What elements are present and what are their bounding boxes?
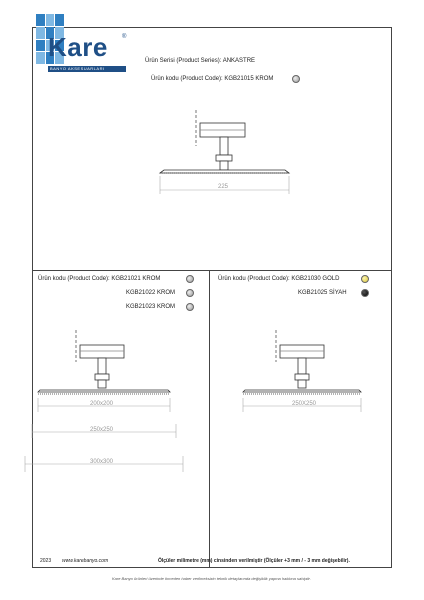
logo-registered-mark: ® — [122, 34, 127, 40]
product-code-value: KGB21015 — [224, 76, 254, 82]
footer-disclaimer: Kare Banyo ürünleri üzerinde önceden haber verilmeksizin teknik detaylarında değişiklik yapma hakkına sahiptir. — [112, 576, 311, 581]
right-finish-2: SİYAH — [329, 290, 347, 296]
right-code-1: KGB21030 — [291, 276, 321, 282]
left-code-3: KGB21023 — [126, 304, 156, 310]
footer-website[interactable]: www.karebanyo.com — [62, 558, 109, 564]
logo-tagline: BANYO AKSESUARLARI — [50, 66, 105, 71]
logo-wordmark: Kare — [48, 32, 108, 62]
product-code-label: Ürün kodu (Product Code): — [151, 76, 223, 82]
footer-note: Ölçüler milimetre (mm) cinsinden verilmiştir (Ölçüler +3 mm / - 3 mm değişebilir). — [158, 558, 350, 564]
dim-left-3: 300x300 — [90, 459, 114, 465]
left-product-label: Ürün kodu (Product Code): — [38, 276, 110, 282]
dim-right-1: 250X250 — [292, 401, 317, 407]
left-finish-3: KROM — [157, 304, 176, 310]
dim-left-1: 200x200 — [90, 401, 114, 407]
dim-left-2: 250x250 — [90, 427, 114, 433]
left-finish-1: KROM — [142, 276, 161, 282]
left-code-2: KGB21022 — [126, 290, 156, 296]
left-code-1: KGB21021 — [111, 276, 141, 282]
right-finish-1: GOLD — [322, 276, 340, 282]
footer-year: 2023 — [40, 558, 52, 564]
product-finish: KROM — [255, 76, 274, 82]
product-series: Ürün Serisi (Product Series): ANKASTRE — [145, 58, 256, 64]
left-finish-2: KROM — [157, 290, 176, 296]
right-product-label: Ürün kodu (Product Code): — [218, 276, 290, 282]
right-code-2: KGB21025 — [298, 290, 328, 296]
dim-top-width: 225 — [218, 184, 229, 190]
